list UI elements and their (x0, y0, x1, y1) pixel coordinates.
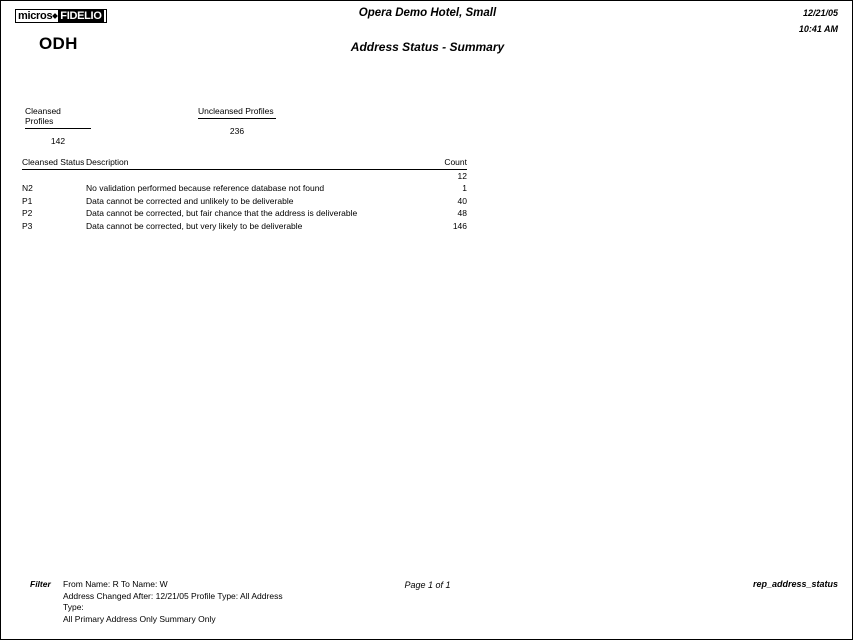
cell-description: Data cannot be corrected, but fair chance that the address is deliverable (86, 208, 358, 219)
cell-count: 12 (457, 171, 467, 181)
logo-fidelio-text: FIDELIO (60, 9, 102, 22)
cell-status: N2 (22, 183, 33, 194)
filter-label: Filter (30, 579, 51, 589)
cell-description: Data cannot be corrected and unlikely to be deliverable (86, 195, 294, 206)
report-identifier: rep_address_status (752, 579, 838, 589)
column-header-cleansed-status: Cleansed Status (22, 157, 85, 167)
report-date: 12/21/05 (802, 8, 838, 18)
cell-status: P3 (22, 220, 33, 231)
table-row (22, 207, 467, 219)
summary-uncleansed-profiles (198, 106, 276, 136)
hotel-name: Opera Demo Hotel, Small (358, 7, 497, 19)
page-number: Page 1 of 1 (404, 580, 451, 590)
filter-line-3: All Primary Address Only Summary Only (63, 613, 216, 624)
column-header-count: Count (444, 157, 467, 167)
summary-uncleansed-value: 236 (229, 126, 245, 136)
address-status-table (22, 157, 467, 232)
report-time: 10:41 AM (798, 24, 838, 34)
cell-count: 146 (452, 220, 467, 231)
cell-count: 48 (457, 208, 467, 219)
cell-status: P2 (22, 208, 33, 219)
summary-cleansed-label: Cleansed Profiles (25, 106, 91, 129)
table-row (22, 220, 467, 232)
filter-line-2: Address Changed After: 12/21/05 Profile Type: All Address Type: (63, 590, 283, 612)
table-row (22, 195, 467, 207)
column-header-description: Description (86, 157, 129, 167)
summary-cleansed-value: 142 (50, 136, 66, 146)
table-header-row (22, 157, 467, 170)
page-title: Address Status - Summary (350, 40, 505, 54)
cell-status: P1 (22, 195, 33, 206)
summary-cleansed-profiles (25, 106, 91, 146)
filter-line-1: From Name: R To Name: W (63, 579, 168, 589)
table-row (22, 182, 467, 194)
cell-count: 40 (457, 195, 467, 206)
cell-description: No validation performed because reference database not found (86, 183, 325, 194)
summary-uncleansed-label: Uncleansed Profiles (198, 106, 276, 119)
cell-description (86, 170, 409, 182)
cell-count: 1 (462, 183, 467, 194)
property-code: ODH (39, 34, 78, 53)
table-row (22, 170, 467, 182)
logo-micros-text: micros (18, 9, 53, 22)
cell-description: Data cannot be corrected, but very likely to be deliverable (86, 220, 303, 231)
cell-status (22, 170, 86, 182)
